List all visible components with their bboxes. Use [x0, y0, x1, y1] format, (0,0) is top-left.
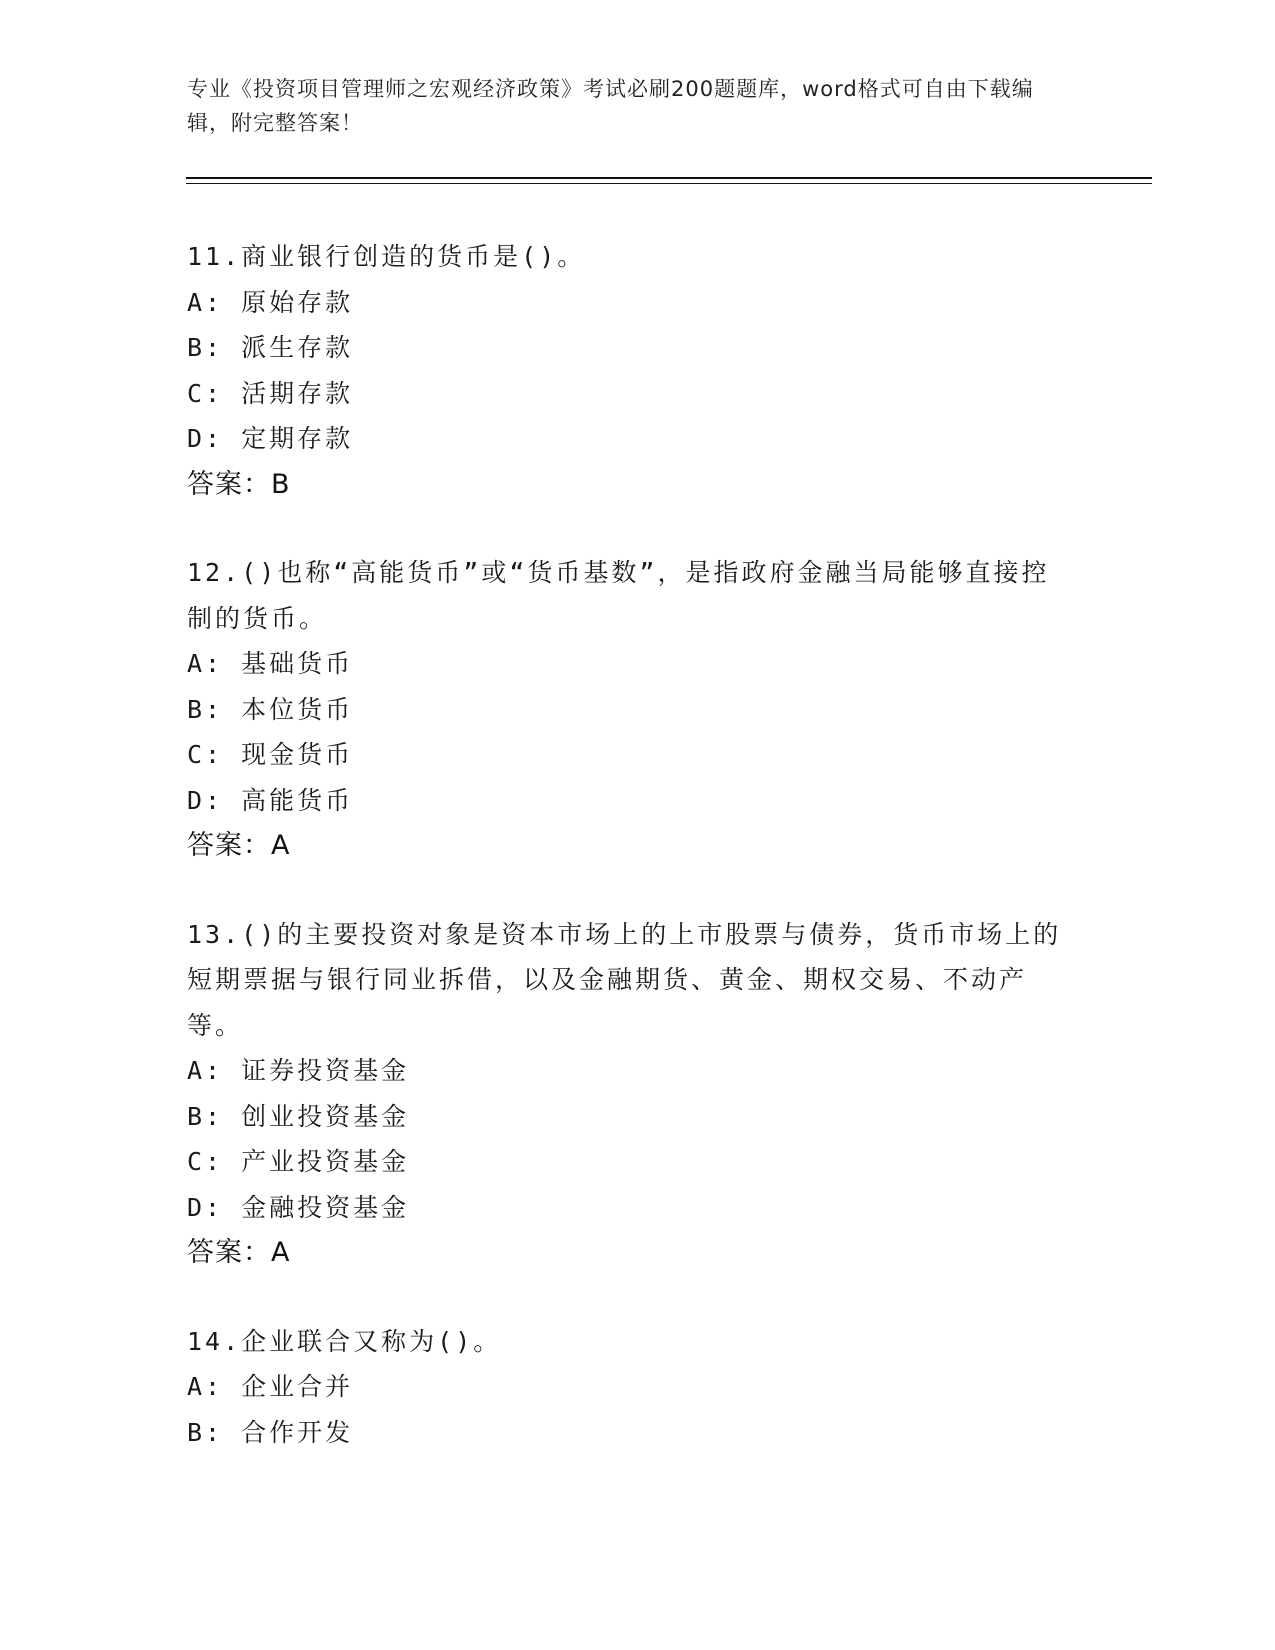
answer: 答案：A: [187, 1237, 291, 1268]
document-header: 专业《投资项目管理师之宏观经济政策》考试必刷200题题库，word格式可自由下载编辑，附完整答案！: [187, 77, 1034, 135]
option-b: B: 派生存款: [187, 333, 354, 362]
option-a: A: 基础货币: [187, 649, 354, 678]
question-text: 11.商业银行创造的货币是()。: [187, 242, 586, 271]
question-text: 12.()也称“高能货币”或“货币基数”，是指政府金融当局能够直接控制的货币。: [187, 558, 1050, 633]
question-list: [187, 234, 1087, 1498]
question-text: 14.企业联合又称为()。: [187, 1326, 502, 1356]
option-b: B: 合作开发: [187, 1417, 354, 1447]
answer: 答案：A: [187, 830, 291, 861]
option-b: B: 创业投资基金: [187, 1101, 410, 1131]
question-text: 13.()的主要投资对象是资本市场上的上市股票与债券，货币市场上的短期票据与银行同业拆借，以及金融期货、黄金、期权交易、不动产等。: [187, 919, 1062, 1040]
option-c: C: 现金货币: [187, 740, 354, 769]
option-a: A: 企业合并: [187, 1372, 354, 1401]
question-13: [187, 912, 1087, 1276]
question-11: [187, 234, 1087, 507]
option-b: B: 本位货币: [187, 694, 354, 724]
option-d: D: 定期存款: [187, 424, 354, 453]
option-c: C: 活期存款: [187, 378, 354, 408]
option-a: A: 原始存款: [187, 287, 354, 317]
answer: 答案：B: [187, 468, 291, 500]
option-a: A: 证券投资基金: [187, 1056, 410, 1085]
header-divider-thick: [186, 177, 1152, 179]
option-d: D: 金融投资基金: [187, 1192, 410, 1222]
option-d: D: 高能货币: [187, 785, 354, 815]
question-14: [187, 1319, 1087, 1456]
header-divider-thin: [186, 183, 1152, 184]
question-12: [187, 550, 1087, 869]
option-c: C: 产业投资基金: [187, 1147, 410, 1176]
